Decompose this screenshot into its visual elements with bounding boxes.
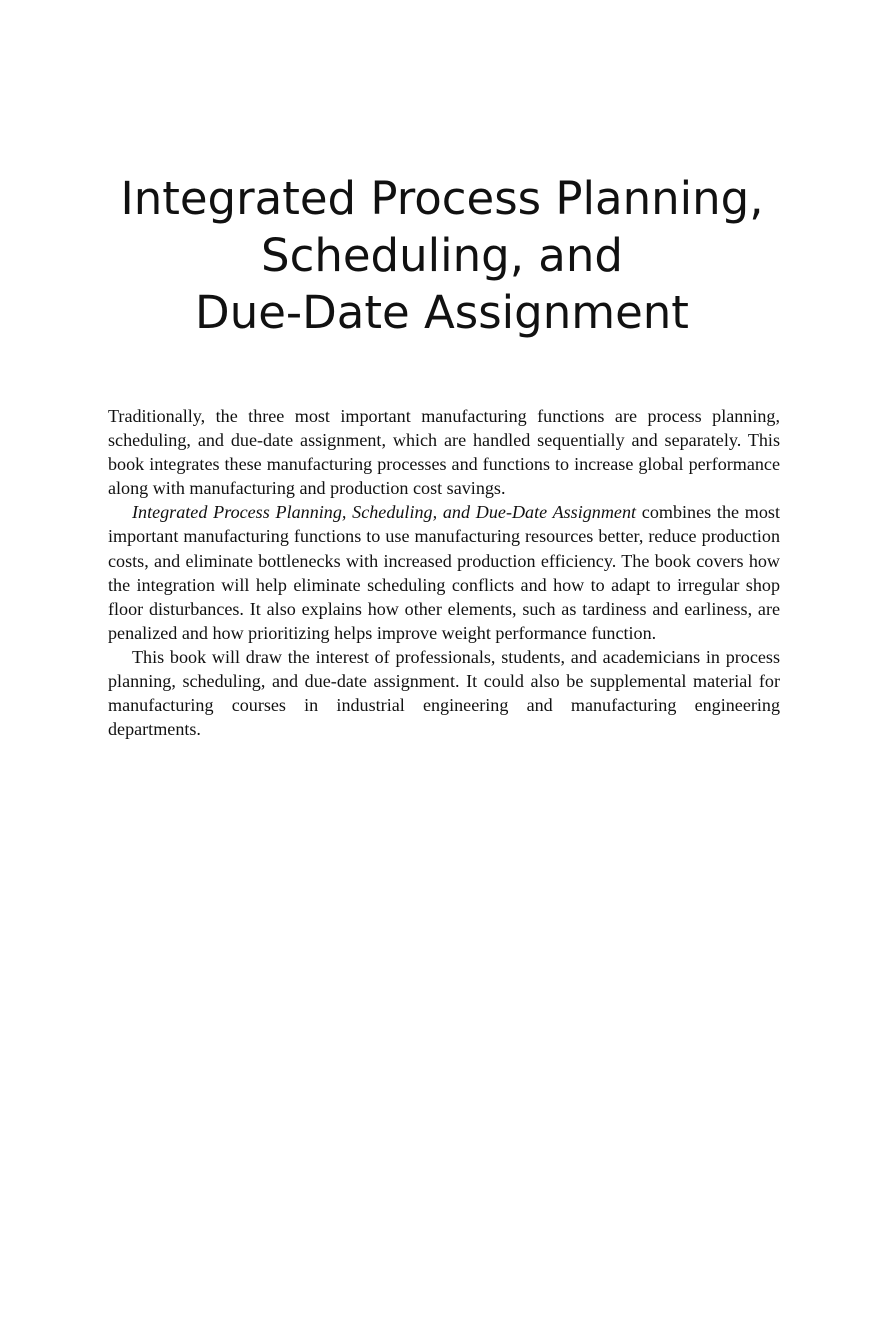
paragraph-3: This book will draw the interest of professionals, students, and academicians in process planning, scheduling, and due-date assignment. It could also be supplemental material for manufacturing courses in industrial engineering and manufacturing engineering departments. bbox=[108, 646, 780, 740]
paragraph-1: Traditionally, the three most important manufacturing functions are process planning, scheduling, and due-date assignment, which are handled sequentially and separately. This book integrates these manufacturing processes and functions to increase global performance along with manufacturing and production cost savings. bbox=[108, 406, 780, 499]
paragraph-2-text: combines the most important manufacturing functions to use manufacturing resources better, reduce production costs, and eliminate bottlenecks with increased production efficiency. The book covers how the integration will help eliminate scheduling conflicts and how to adapt to irregular shop floor disturbances. It also explains how other elements, such as tardiness and earliness, are penalized and how prioritizing helps improve weight performance function. bbox=[108, 502, 780, 643]
title-line-2: Scheduling, and bbox=[261, 229, 623, 282]
title-line-1: Integrated Process Planning, bbox=[120, 172, 764, 225]
title-line-3: Due-Date Assignment bbox=[195, 286, 689, 339]
paragraph-2 bbox=[108, 500, 780, 645]
book-title bbox=[0, 170, 884, 341]
book-title-italic: Integrated Process Planning, Scheduling, and Due-Date Assignment bbox=[132, 502, 637, 523]
book-description bbox=[108, 404, 780, 741]
